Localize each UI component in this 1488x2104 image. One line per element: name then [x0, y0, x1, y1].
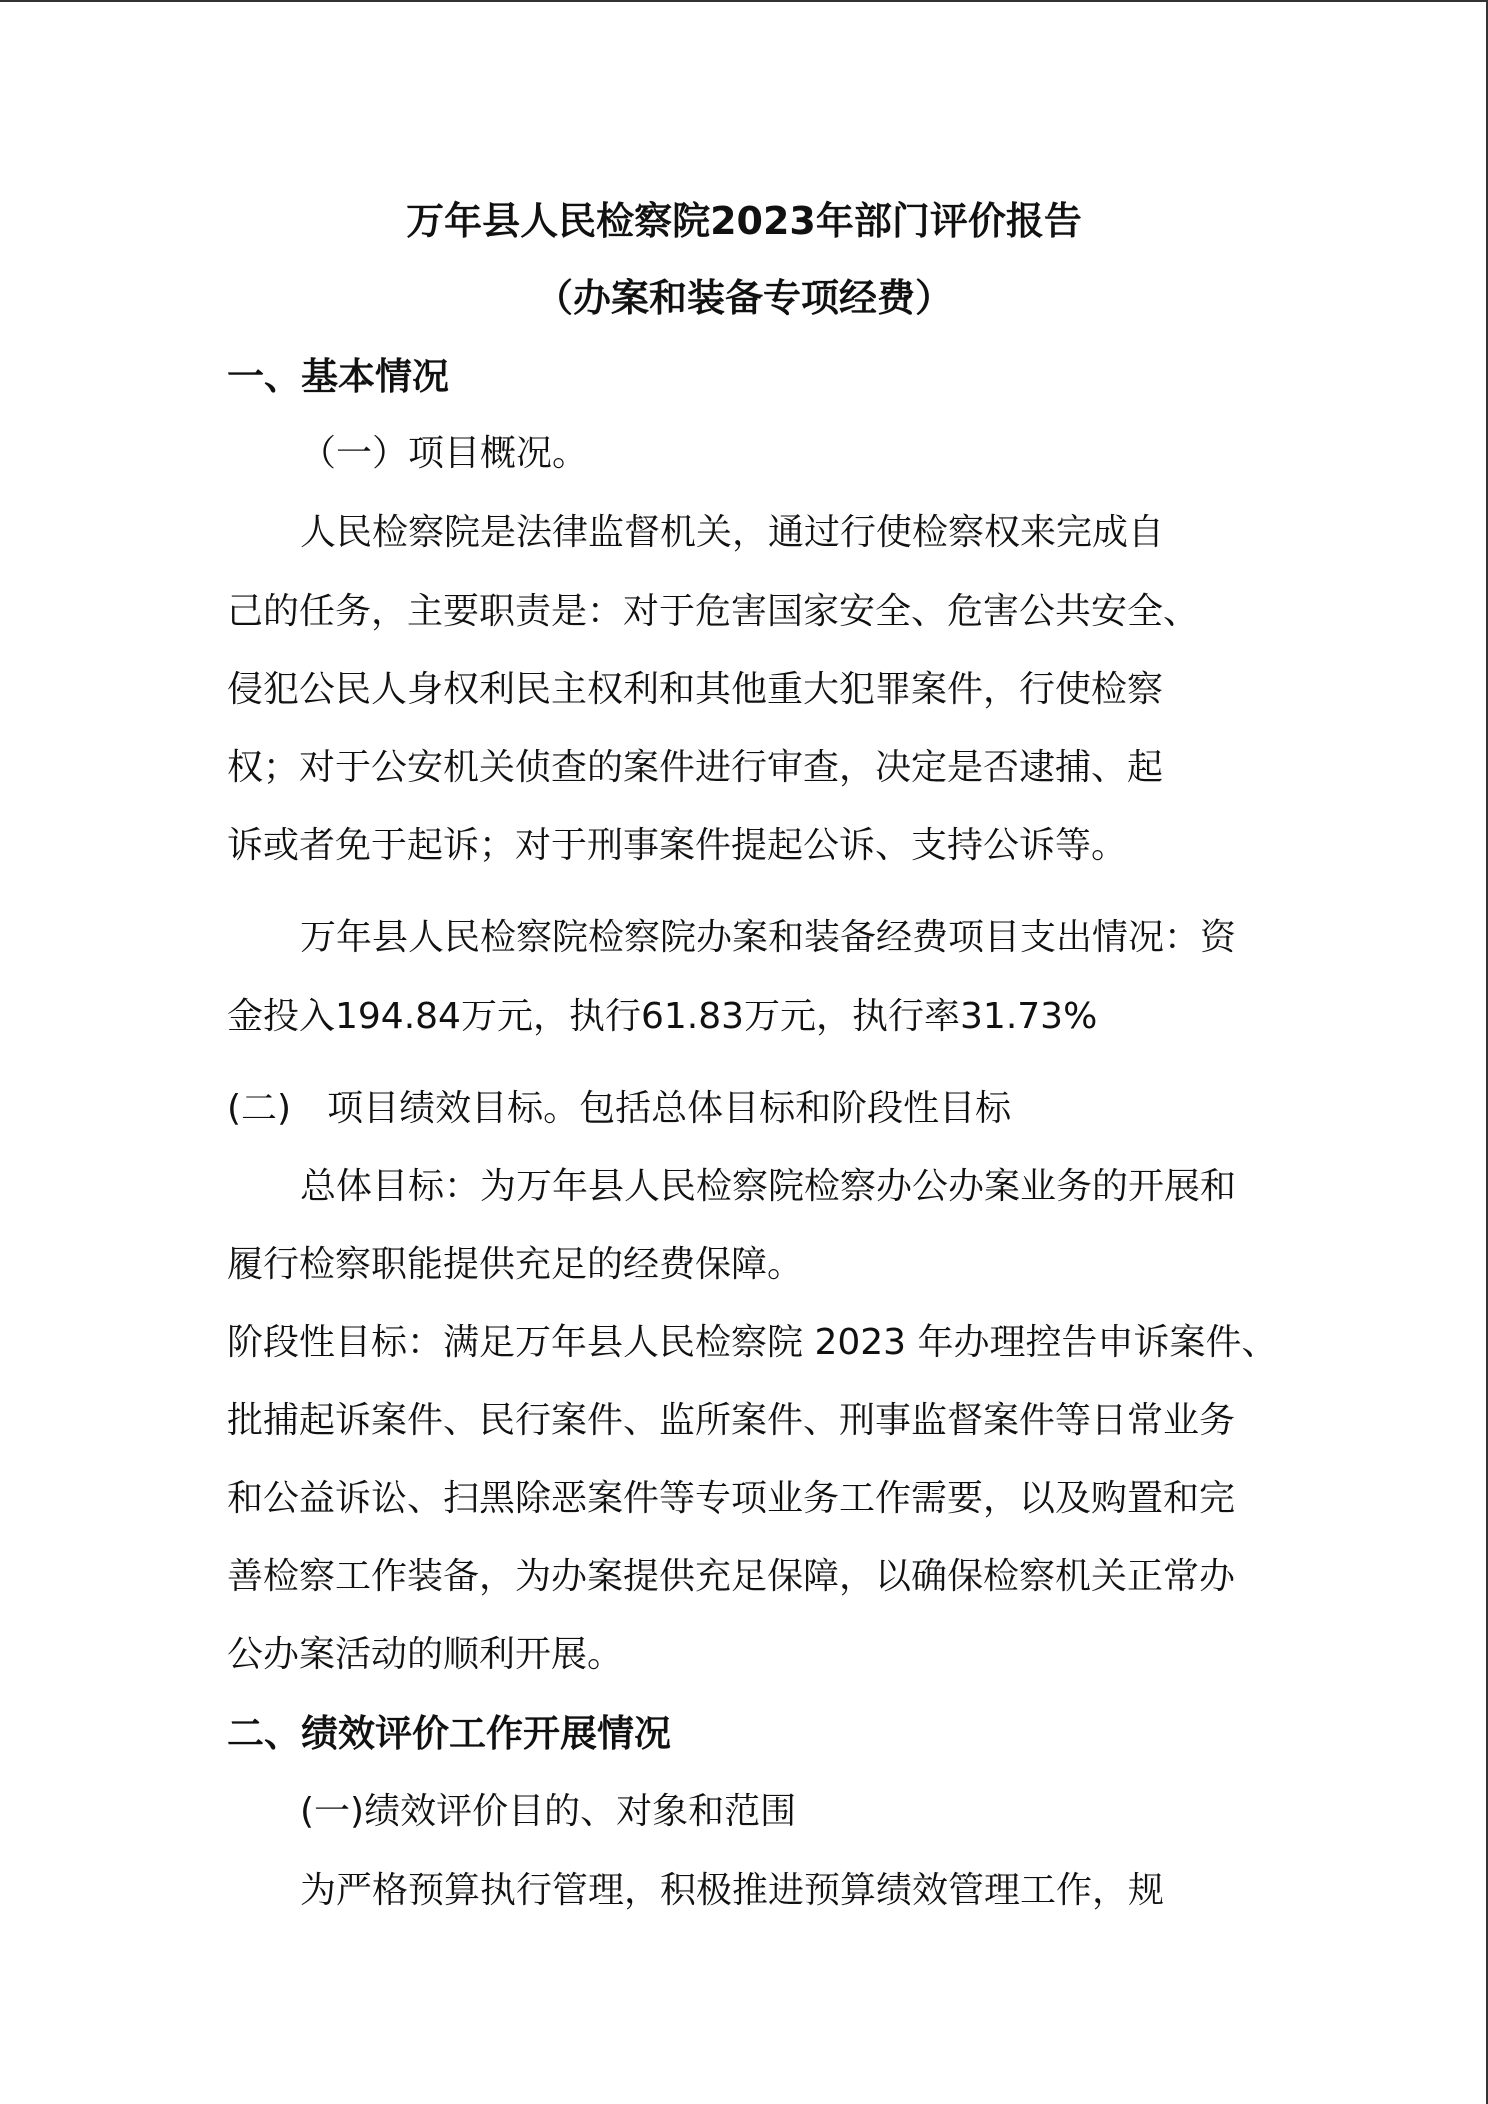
paragraph-line: 诉或者免于起诉；对于刑事案件提起公诉、支持公诉等。 [227, 825, 1128, 866]
paragraph-line: 金投入194.84万元，执行61.83万元，执行率31.73% [227, 996, 1098, 1037]
paragraph-line: 为严格预算执行管理，积极推进预算绩效管理工作，规 [300, 1870, 1165, 1911]
subsection-heading-evaluation-scope: (一)绩效评价目的、对象和范围 [300, 1791, 797, 1832]
paragraph-line: 人民检察院是法律监督机关，通过行使检察权来完成自 [300, 512, 1165, 553]
paragraph-line: 己的任务，主要职责是：对于危害国家安全、危害公共安全、 [227, 591, 1200, 632]
paragraph-line: 履行检察职能提供充足的经费保障。 [227, 1244, 804, 1285]
subsection-heading-performance-goals: (二) 项目绩效目标。包括总体目标和阶段性目标 [227, 1088, 1012, 1129]
section-heading-evaluation-work: 二、绩效评价工作开展情况 [227, 1712, 671, 1755]
paragraph-line: 总体目标：为万年县人民检察院检察办公办案业务的开展和 [300, 1166, 1237, 1207]
document-title: 万年县人民检察院2023年部门评价报告 [406, 199, 1082, 243]
document-subtitle: （办案和装备专项经费） [534, 276, 953, 320]
paragraph-line: 批捕起诉案件、民行案件、监所案件、刑事监督案件等日常业务 [227, 1400, 1236, 1441]
section-heading-basic-info: 一、基本情况 [227, 355, 449, 398]
paragraph-line: 侵犯公民人身权利民主权利和其他重大犯罪案件，行使检察 [227, 669, 1164, 710]
subsection-heading-project-overview: （一）项目概况。 [300, 433, 589, 474]
paragraph-line: 权；对于公安机关侦查的案件进行审查，决定是否逮捕、起 [227, 747, 1164, 788]
paragraph-line: 和公益诉讼、扫黑除恶案件等专项业务工作需要，以及购置和完 [227, 1478, 1236, 1519]
paragraph-line: 公办案活动的顺利开展。 [227, 1634, 624, 1675]
paragraph-line: 阶段性目标：满足万年县人民检察院 2023 年办理控告申诉案件、 [227, 1322, 1278, 1363]
paragraph-line: 善检察工作装备，为办案提供充足保障，以确保检察机关正常办 [227, 1556, 1236, 1597]
paragraph-line: 万年县人民检察院检察院办案和装备经费项目支出情况：资 [300, 917, 1237, 958]
